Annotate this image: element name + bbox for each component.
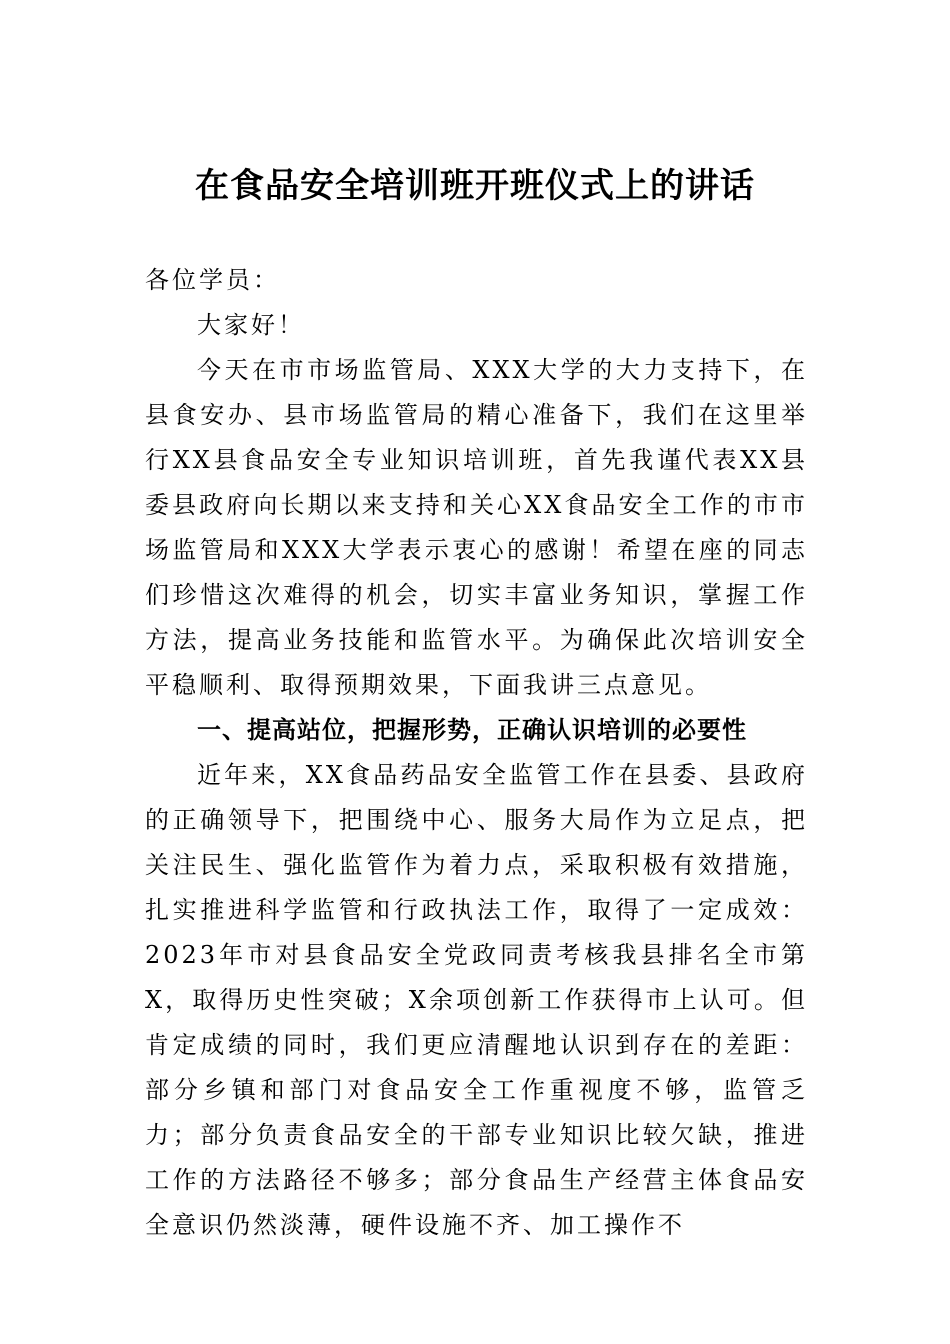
salutation: 各位学员：	[145, 266, 280, 294]
intro-paragraph: 今天在市市场监管局、XXX大学的大力支持下，在县食安办、县市场监管局的精心准备下，我们在这里举行XX县食品安全专业知识培训班，首先我谨代表XX县委县政府向长期以来支持和关心XX食品安全工作的市市场监管局和XXX大学表示衷心的感谢！希望在座的同志们珍惜这次难得的机会，切实丰富业务知识，掌握工作方法，提高业务技能和监管水平。为确保此次培训安全平稳顺利、取得预期效果，下面我讲三点意见。	[145, 356, 808, 699]
document-title: 在食品安全培训班开班仪式上的讲话	[195, 166, 755, 206]
greeting: 大家好！	[197, 311, 305, 339]
document-body	[145, 258, 808, 1248]
section-1-paragraph: 近年来，XX食品药品安全监管工作在县委、县政府的正确领导下，把围绕中心、服务大局作为立足点，把关注民生、强化监管作为着力点，采取积极有效措施，扎实推进科学监管和行政执法工作，取得了一定成效：2023年市对县食品安全党政同责考核我县排名全市第X，取得历史性突破；X余项创新工作获得市上认可。但肯定成绩的同时，我们更应清醒地认识到存在的差距：部分乡镇和部门对食品安全工作重视度不够，监管乏力；部分负责食品安全的干部专业知识比较欠缺，推进工作的方法路径不够多；部分食品生产经营主体食品安全意识仍然淡薄，硬件设施不齐、加工操作不	[145, 761, 808, 1239]
section-heading-1: 一、提高站位，把握形势，正确认识培训的必要性	[197, 716, 747, 744]
